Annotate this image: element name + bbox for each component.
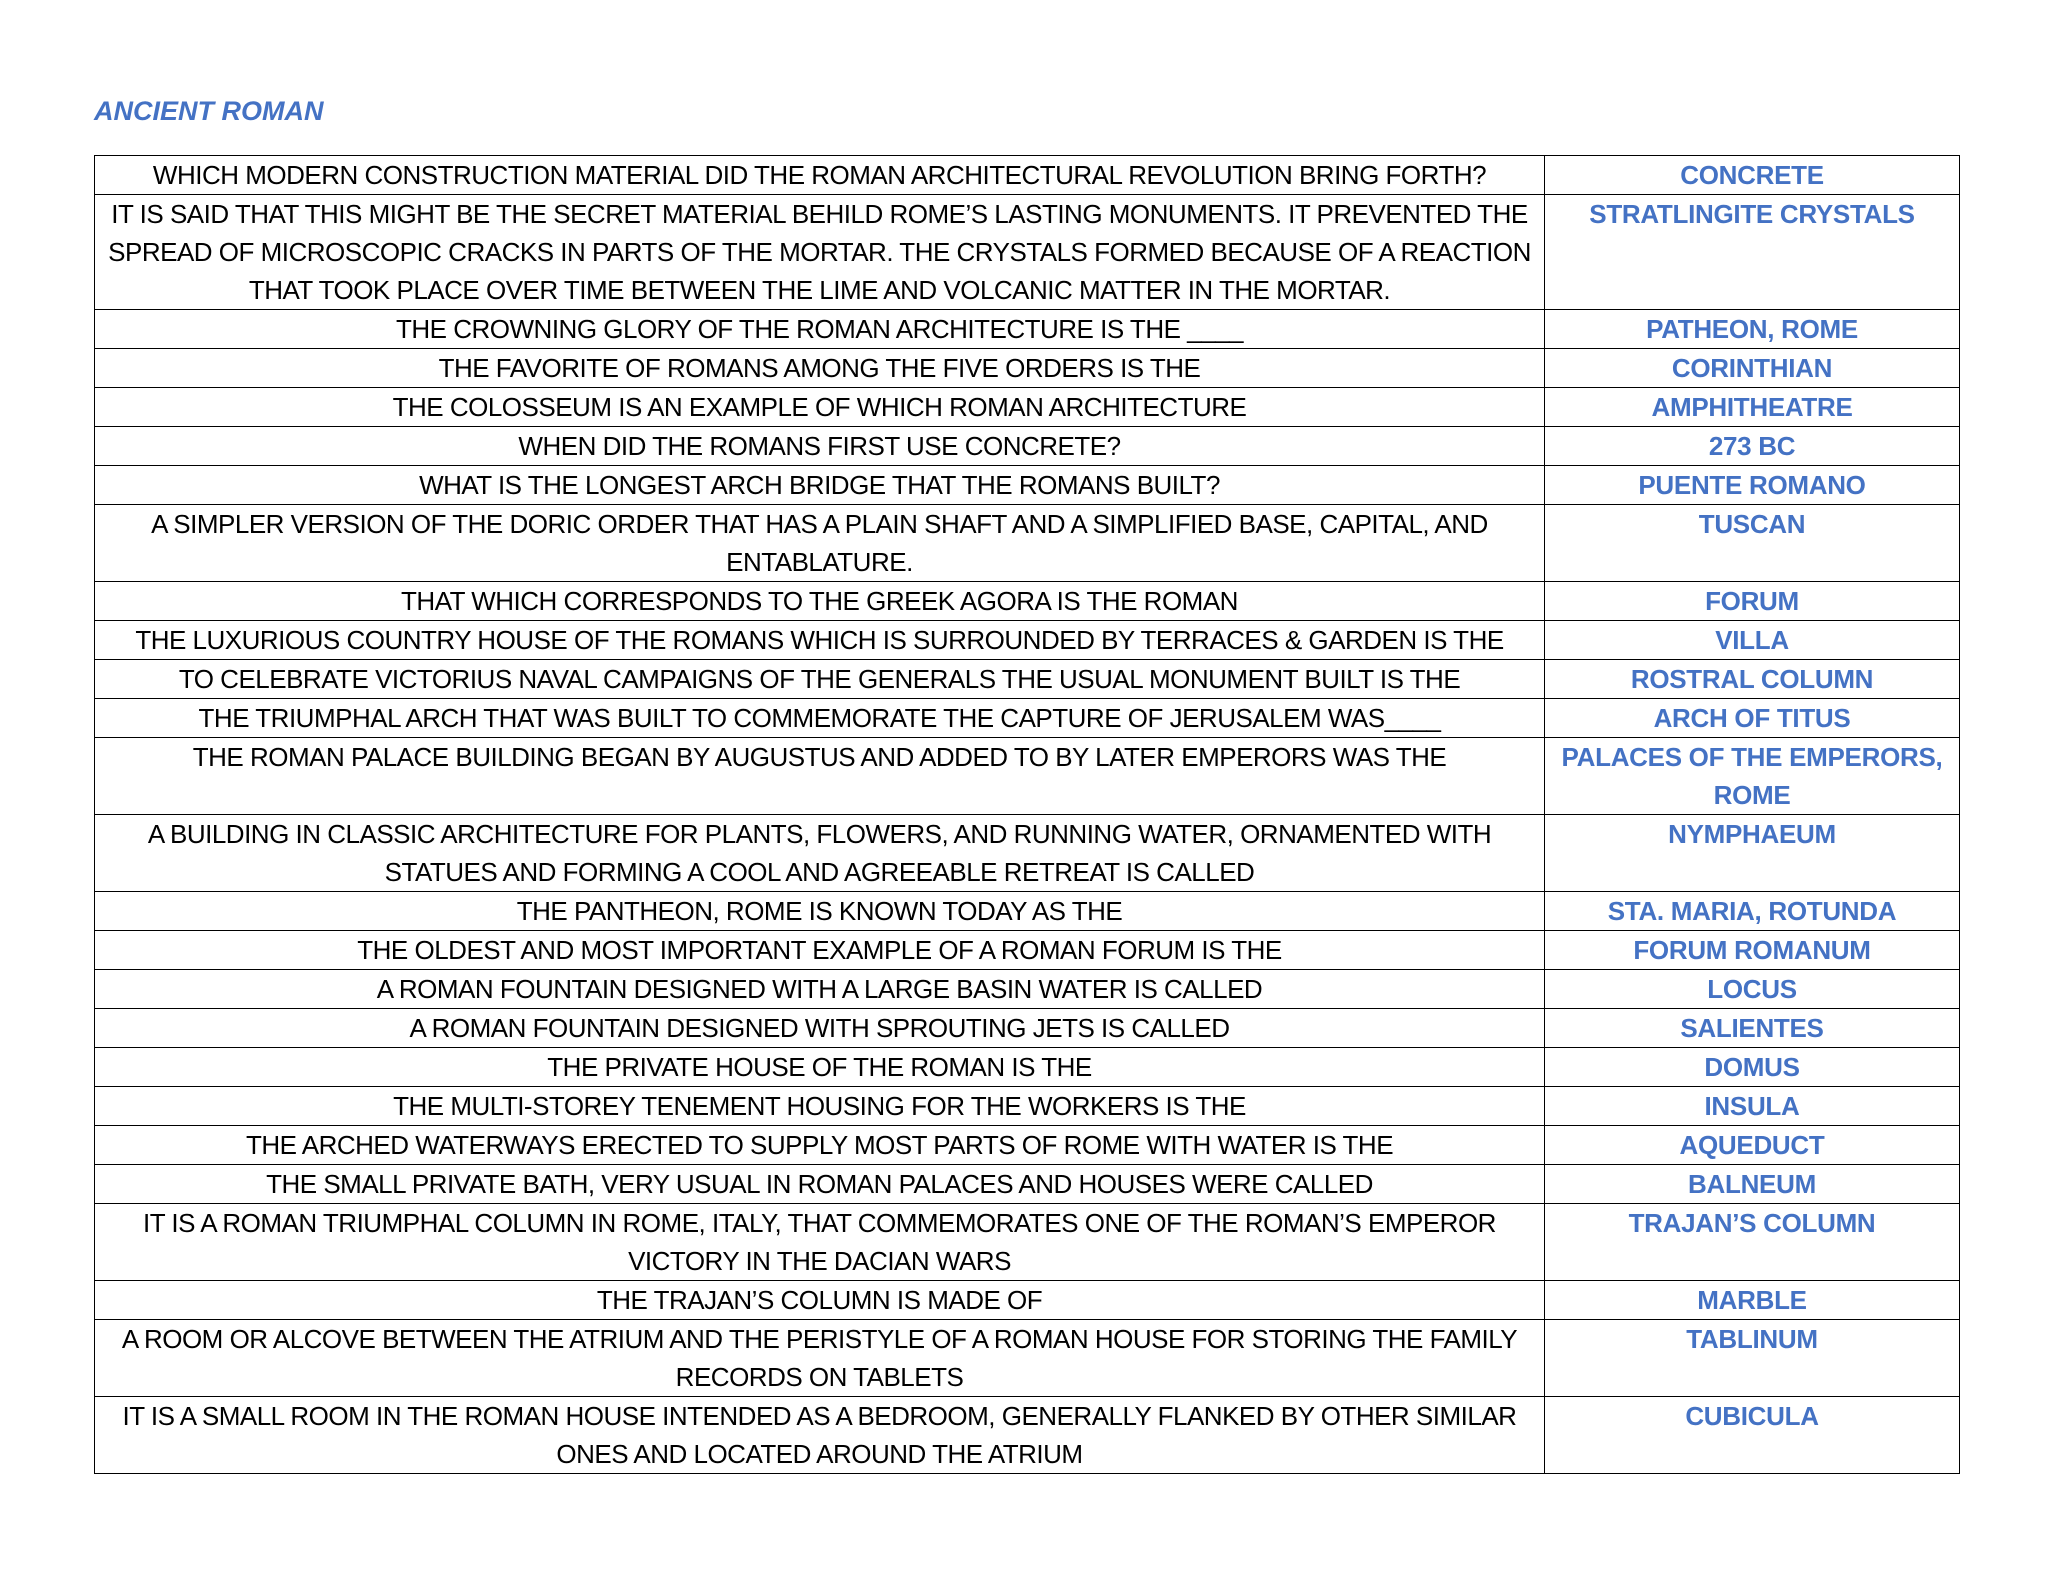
answer-cell: FORUM [1545,582,1960,621]
question-cell: THE MULTI-STOREY TENEMENT HOUSING FOR THE WORKERS IS THE [95,1087,1545,1126]
question-cell: THE TRIUMPHAL ARCH THAT WAS BUILT TO COMMEMORATE THE CAPTURE OF JERUSALEM WAS____ [95,699,1545,738]
table-row [95,1165,1960,1204]
question-cell: THAT WHICH CORRESPONDS TO THE GREEK AGORA IS THE ROMAN [95,582,1545,621]
answer-cell: ARCH OF TITUS [1545,699,1960,738]
question-cell: WHAT IS THE LONGEST ARCH BRIDGE THAT THE ROMANS BUILT? [95,466,1545,505]
table-row [95,156,1960,195]
answer-cell: NYMPHAEUM [1545,815,1960,892]
table-row [95,582,1960,621]
answer-cell: LOCUS [1545,970,1960,1009]
question-cell: THE COLOSSEUM IS AN EXAMPLE OF WHICH ROMAN ARCHITECTURE [95,388,1545,427]
table-row [95,1281,1960,1320]
qa-table [94,155,1960,1474]
answer-cell: FORUM ROMANUM [1545,931,1960,970]
table-row [95,660,1960,699]
question-cell: A BUILDING IN CLASSIC ARCHITECTURE FOR PLANTS, FLOWERS, AND RUNNING WATER, ORNAMENTED WITH STATUES AND FORMING A COOL AND AGREEABLE RETREAT IS CALLED [95,815,1545,892]
table-row [95,699,1960,738]
table-row [95,1009,1960,1048]
question-cell: A ROMAN FOUNTAIN DESIGNED WITH A LARGE BASIN WATER IS CALLED [95,970,1545,1009]
page-title: ANCIENT ROMAN [94,96,324,126]
question-cell: WHEN DID THE ROMANS FIRST USE CONCRETE? [95,427,1545,466]
answer-cell: INSULA [1545,1087,1960,1126]
table-row [95,815,1960,892]
table-row [95,1320,1960,1397]
table-row [95,621,1960,660]
question-cell: A ROMAN FOUNTAIN DESIGNED WITH SPROUTING JETS IS CALLED [95,1009,1545,1048]
answer-cell: TUSCAN [1545,505,1960,582]
question-cell: THE ARCHED WATERWAYS ERECTED TO SUPPLY MOST PARTS OF ROME WITH WATER IS THE [95,1126,1545,1165]
table-row [95,738,1960,815]
answer-cell: BALNEUM [1545,1165,1960,1204]
table-row [95,195,1960,310]
question-cell: THE PANTHEON, ROME IS KNOWN TODAY AS THE [95,892,1545,931]
table-row [95,466,1960,505]
answer-cell: STA. MARIA, ROTUNDA [1545,892,1960,931]
question-cell: TO CELEBRATE VICTORIUS NAVAL CAMPAIGNS OF THE GENERALS THE USUAL MONUMENT BUILT IS THE [95,660,1545,699]
answer-cell: ROSTRAL COLUMN [1545,660,1960,699]
question-cell: IT IS SAID THAT THIS MIGHT BE THE SECRET MATERIAL BEHILD ROME’S LASTING MONUMENTS. IT PREVENTED THE SPREAD OF MICROSCOPIC CRACKS IN PARTS OF THE MORTAR. THE CRYSTALS FORMED BECAUSE OF A REACTION THAT TOOK PLACE OVER TIME BETWEEN THE LIME AND VOLCANIC MATTER IN THE MORTAR. [95,195,1545,310]
qa-table-body [95,156,1960,1474]
table-row [95,931,1960,970]
table-row [95,892,1960,931]
question-cell: THE OLDEST AND MOST IMPORTANT EXAMPLE OF A ROMAN FORUM IS THE [95,931,1545,970]
answer-cell: TABLINUM [1545,1320,1960,1397]
question-cell: A ROOM OR ALCOVE BETWEEN THE ATRIUM AND THE PERISTYLE OF A ROMAN HOUSE FOR STORING THE FAMILY RECORDS ON TABLETS [95,1320,1545,1397]
answer-cell: VILLA [1545,621,1960,660]
table-row [95,310,1960,349]
answer-cell: PUENTE ROMANO [1545,466,1960,505]
question-cell: THE CROWNING GLORY OF THE ROMAN ARCHITECTURE IS THE ____ [95,310,1545,349]
question-cell: WHICH MODERN CONSTRUCTION MATERIAL DID THE ROMAN ARCHITECTURAL REVOLUTION BRING FORTH? [95,156,1545,195]
table-row [95,1048,1960,1087]
answer-cell: SALIENTES [1545,1009,1960,1048]
question-cell: IT IS A SMALL ROOM IN THE ROMAN HOUSE INTENDED AS A BEDROOM, GENERALLY FLANKED BY OTHER SIMILAR ONES AND LOCATED AROUND THE ATRIUM [95,1397,1545,1474]
question-cell: THE TRAJAN’S COLUMN IS MADE OF [95,1281,1545,1320]
answer-cell: AQUEDUCT [1545,1126,1960,1165]
table-row [95,970,1960,1009]
answer-cell: AMPHITHEATRE [1545,388,1960,427]
question-cell: THE FAVORITE OF ROMANS AMONG THE FIVE ORDERS IS THE [95,349,1545,388]
table-row [95,1204,1960,1281]
answer-cell: CONCRETE [1545,156,1960,195]
question-cell: THE SMALL PRIVATE BATH, VERY USUAL IN ROMAN PALACES AND HOUSES WERE CALLED [95,1165,1545,1204]
answer-cell: PALACES OF THE EMPERORS, ROME [1545,738,1960,815]
question-cell: THE PRIVATE HOUSE OF THE ROMAN IS THE [95,1048,1545,1087]
question-cell: THE LUXURIOUS COUNTRY HOUSE OF THE ROMANS WHICH IS SURROUNDED BY TERRACES & GARDEN IS THE [95,621,1545,660]
answer-cell: PATHEON, ROME [1545,310,1960,349]
question-cell: A SIMPLER VERSION OF THE DORIC ORDER THAT HAS A PLAIN SHAFT AND A SIMPLIFIED BASE, CAPITAL, AND ENTABLATURE. [95,505,1545,582]
answer-cell: DOMUS [1545,1048,1960,1087]
table-row [95,1087,1960,1126]
table-row [95,505,1960,582]
answer-cell: CORINTHIAN [1545,349,1960,388]
table-row [95,388,1960,427]
question-cell: IT IS A ROMAN TRIUMPHAL COLUMN IN ROME, ITALY, THAT COMMEMORATES ONE OF THE ROMAN’S EMPEROR VICTORY IN THE DACIAN WARS [95,1204,1545,1281]
answer-cell: 273 BC [1545,427,1960,466]
table-row [95,427,1960,466]
answer-cell: TRAJAN’S COLUMN [1545,1204,1960,1281]
answer-cell: MARBLE [1545,1281,1960,1320]
table-row [95,1126,1960,1165]
question-cell: THE ROMAN PALACE BUILDING BEGAN BY AUGUSTUS AND ADDED TO BY LATER EMPERORS WAS THE [95,738,1545,815]
table-row [95,1397,1960,1474]
answer-cell: CUBICULA [1545,1397,1960,1474]
answer-cell: STRATLINGITE CRYSTALS [1545,195,1960,310]
table-row [95,349,1960,388]
